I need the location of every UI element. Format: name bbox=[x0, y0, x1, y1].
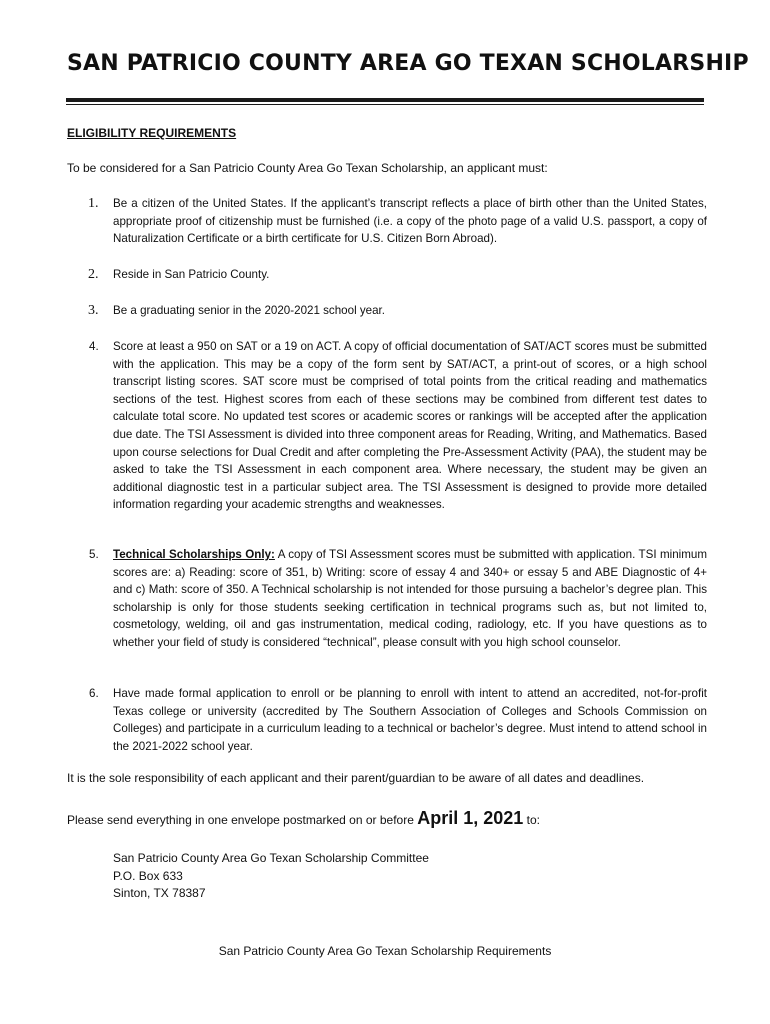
requirement-number: 2. bbox=[88, 267, 99, 282]
requirement-item-5 bbox=[67, 546, 707, 652]
requirement-text bbox=[113, 546, 707, 652]
requirement-text: Be a graduating senior in the 2020-2021 school year. bbox=[113, 304, 385, 317]
deadline-suffix: to: bbox=[523, 813, 540, 827]
requirement-number: 1. bbox=[88, 196, 99, 211]
requirement-number: 6. bbox=[89, 687, 99, 700]
deadline-date: April 1, 2021 bbox=[417, 808, 524, 828]
requirement-item-3 bbox=[67, 302, 707, 320]
technical-scholarship-label: Technical Scholarships Only: bbox=[113, 548, 275, 561]
deadline-prefix: Please send everything in one envelope postmarked on or before bbox=[67, 813, 418, 827]
requirement-item-6 bbox=[67, 685, 707, 755]
requirement-item-4 bbox=[67, 338, 707, 514]
requirement-item-1 bbox=[67, 195, 707, 248]
requirement-number: 3. bbox=[88, 303, 99, 318]
section-heading: ELIGIBILITY REQUIREMENTS bbox=[67, 126, 237, 140]
address-line-3: Sinton, TX 78387 bbox=[113, 886, 206, 900]
page-footer: San Patricio County Area Go Texan Scholarship Requirements bbox=[218, 944, 552, 958]
requirement-text: Score at least a 950 on SAT or a 19 on ACT. A copy of official documentation of SAT/ACT scores must be submitted with the application. This may be a copy of the form sent by SAT/ACT, a print-out of scores, or a high school transcript listing scores. SAT score must be comprised of total points from the critical reading and mathematics sections of the test. Highest scores from each of these sections may be combined from different test dates to calculate total score. No updated test scores or academic scores or rankings will be accepted after the application due date. The TSI Assessment is divided into three component areas for Reading, Writing, and Mathematics. Based upon course selections for Dual Credit and after completing the Pre-Assessment Activity (PAA), the student may be asked to take the TSI Assessment in each component area. Where necessary, the student may be given an additional diagnostic test in a particular subject area. The TSI Assessment is designed to provide more detailed information regarding your academic strengths and weaknesses. bbox=[113, 340, 707, 512]
title-divider-thick bbox=[66, 98, 704, 102]
document-title: SAN PATRICIO COUNTY AREA GO TEXAN SCHOLARSHIP bbox=[67, 51, 749, 76]
requirement-number: 5. bbox=[89, 548, 99, 561]
mailing-address bbox=[113, 850, 429, 903]
requirement-text: Be a citizen of the United States. If the applicant’s transcript reflects a place of birth other than the United States, appropriate proof of citizenship must be furnished (i.e. a copy of the photo page of a valid U.S. passport, a copy of Naturalization Certificate or a birth certificate for U.S. Citizen Born Abroad). bbox=[113, 197, 707, 246]
requirement-number: 4. bbox=[89, 340, 99, 353]
requirement-text: Have made formal application to enroll or be planning to enroll with intent to attend an accredited, not-for-profit Texas college or university (accredited by The Southern Association of Colleges and Schools Commission on Colleges) and participate in a curriculum leading to a technical or bachelor’s degree. Must intend to attend school in the 2021-2022 school year. bbox=[113, 687, 707, 753]
responsibility-text: It is the sole responsibility of each applicant and their parent/guardian to be aware of all dates and deadlines. bbox=[67, 771, 645, 785]
requirement-item-2 bbox=[67, 266, 707, 284]
address-line-1: San Patricio County Area Go Texan Scholarship Committee bbox=[113, 851, 429, 865]
requirement-text: Reside in San Patricio County. bbox=[113, 268, 270, 281]
deadline-line bbox=[67, 808, 540, 829]
address-line-2: P.O. Box 633 bbox=[113, 868, 183, 883]
intro-text: To be considered for a San Patricio County Area Go Texan Scholarship, an applicant must: bbox=[67, 161, 548, 175]
technical-scholarship-text: A copy of TSI Assessment scores must be submitted with application. TSI minimum scores are: a) Reading: score of 351, b) Writing: score of essay 4 and 340+ or essay 5 and ABE Diagnostic of 4+ and c) Math: score of 350. A Technical scholarship is not intended for those pursuing a bachelor’s degree plan. This scholarship is only for those students seeking certification in technical programs such as, but not limited to, cosmetology, welding, oil and gas instrumentation, medical coding, radiology, etc. If you have questions as to whether your field of study is considered “technical”, please consult with you high school counselor. bbox=[113, 548, 707, 649]
title-divider-thin bbox=[66, 104, 704, 105]
